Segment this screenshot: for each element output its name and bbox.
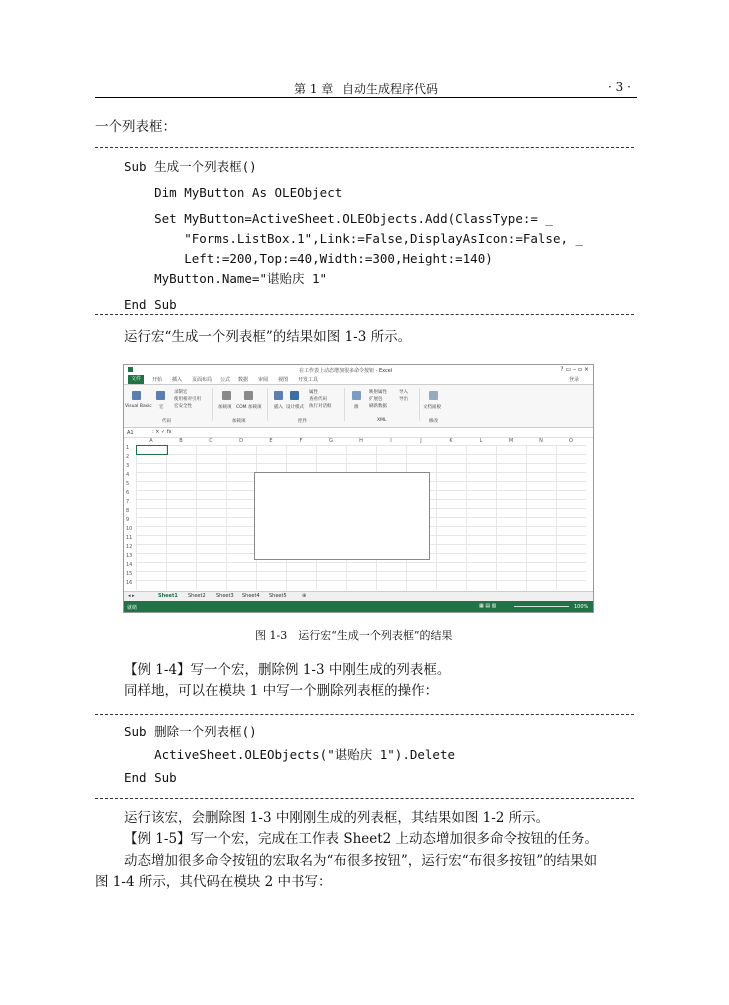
tab-view[interactable]: 视图 xyxy=(278,377,289,383)
ribbon-label[interactable]: 属性 xyxy=(309,390,318,395)
column-header[interactable]: D xyxy=(239,438,243,444)
gridline xyxy=(136,454,586,455)
addins-icon[interactable] xyxy=(222,391,231,400)
row-header[interactable]: 13 xyxy=(126,553,133,559)
ribbon-label[interactable]: 使用相对引用 xyxy=(174,397,201,402)
intro-text: 一个列表框： xyxy=(95,119,176,135)
ribbon-group-label: 加载项 xyxy=(232,419,246,424)
window-title: 在工作表上动态增加很多命令按钮 - Excel xyxy=(299,368,393,374)
column-header[interactable]: M xyxy=(508,438,514,444)
row-header[interactable]: 7 xyxy=(126,499,130,505)
selected-cell[interactable] xyxy=(136,445,168,455)
header-rule xyxy=(95,97,637,98)
ribbon-separator xyxy=(344,388,345,421)
listbox-control[interactable] xyxy=(254,472,430,560)
formula-bar xyxy=(124,428,593,438)
code-line: "Forms.ListBox.1",Link:=False,DisplayAsIcon:=False, _ xyxy=(124,231,584,246)
row-header[interactable]: 16 xyxy=(126,580,133,586)
column-header[interactable]: N xyxy=(539,438,543,444)
code-line: End Sub xyxy=(124,770,177,785)
row-header[interactable]: 1 xyxy=(126,445,130,451)
row-header[interactable]: 8 xyxy=(126,508,130,514)
com-addins-icon[interactable] xyxy=(244,391,253,400)
ribbon-label[interactable]: 查看代码 xyxy=(309,397,327,402)
column-header[interactable]: J xyxy=(420,438,422,444)
sheet-tabs xyxy=(124,591,593,601)
column-header[interactable]: O xyxy=(569,438,573,444)
example-tag: 【例 1-4】 xyxy=(124,662,191,678)
ribbon-label[interactable]: 映射属性 xyxy=(369,390,387,395)
row-header[interactable]: 9 xyxy=(126,517,130,523)
row-header[interactable]: 15 xyxy=(126,571,133,577)
code-divider-bottom xyxy=(95,798,634,799)
document-panel-icon[interactable] xyxy=(429,391,438,400)
row-header[interactable]: 6 xyxy=(126,490,130,496)
column-header[interactable]: F xyxy=(299,438,303,444)
row-header[interactable]: 11 xyxy=(126,535,133,541)
sheet-tab[interactable]: Sheet4 xyxy=(242,593,260,599)
column-header[interactable]: A xyxy=(149,438,153,444)
tab-page-layout[interactable]: 页面布局 xyxy=(192,377,213,383)
code-divider-bottom xyxy=(95,314,634,315)
ribbon-group-label: 修改 xyxy=(429,419,438,424)
fx-icon[interactable]: : × ✓ fx xyxy=(152,429,172,435)
gridline xyxy=(136,562,586,563)
page-number: · 3 · xyxy=(608,80,631,94)
column-header[interactable]: C xyxy=(209,438,213,444)
example-tag: 【例 1-5】 xyxy=(124,831,191,847)
ribbon-label[interactable]: 导入 xyxy=(399,390,408,395)
column-header[interactable]: G xyxy=(329,438,333,444)
status-text: 就绪 xyxy=(127,605,138,611)
add-sheet-icon[interactable]: ⊕ xyxy=(302,593,307,599)
code-line: Dim MyButton As OLEObject xyxy=(124,185,343,200)
worksheet-grid[interactable] xyxy=(124,438,593,590)
paragraph: 图 1-4 所示，其代码在模块 2 中书写： xyxy=(95,874,332,890)
tab-review[interactable]: 审阅 xyxy=(258,377,269,383)
ribbon-group-label: 代码 xyxy=(162,419,171,424)
gridline xyxy=(136,571,586,572)
ribbon-label: 设计模式 xyxy=(286,405,304,410)
column-header[interactable]: E xyxy=(269,438,273,444)
gridline xyxy=(136,445,586,446)
paragraph: 同样地，可以在模块 1 中写一个删除列表框的操作： xyxy=(124,683,439,699)
tab-insert[interactable]: 插入 xyxy=(172,377,183,383)
code-block-2 xyxy=(124,722,455,788)
ribbon-separator xyxy=(212,388,213,421)
sheet-tab[interactable]: Sheet3 xyxy=(216,593,234,599)
zoom-slider[interactable] xyxy=(514,606,569,607)
ribbon-label[interactable]: 扩展包 xyxy=(369,397,383,402)
row-header[interactable]: 14 xyxy=(126,562,133,568)
tab-formulas[interactable]: 公式 xyxy=(220,377,231,383)
code-divider-top xyxy=(95,147,634,148)
excel-title-bar xyxy=(124,365,593,375)
ribbon-label: Visual Basic xyxy=(125,404,152,409)
column-header[interactable]: B xyxy=(179,438,183,444)
column-header[interactable]: K xyxy=(449,438,453,444)
ribbon-label[interactable]: 执行对话框 xyxy=(309,404,332,409)
ribbon-label[interactable]: 录制宏 xyxy=(174,390,188,395)
figure-caption: 图 1-3 运行宏“生成一个列表框”的结果 xyxy=(255,629,453,642)
ribbon xyxy=(124,385,593,428)
source-icon[interactable] xyxy=(352,391,361,400)
code-line: Sub 删除一个列表框() xyxy=(124,724,257,739)
ribbon-separator xyxy=(267,388,268,421)
code-line: End Sub xyxy=(124,297,177,312)
chapter-number: 第 1 章 xyxy=(294,82,334,96)
column-header[interactable]: H xyxy=(359,438,363,444)
excel-screenshot xyxy=(123,364,594,613)
tab-developer[interactable]: 开发工具 xyxy=(298,377,319,383)
status-bar xyxy=(124,601,593,612)
example-text: 写一个宏，完成在工作表 Sheet2 上动态增加很多命令按钮的任务。 xyxy=(190,831,599,847)
code-divider-top xyxy=(95,714,634,715)
macro-icon[interactable] xyxy=(156,391,165,400)
tab-data[interactable]: 数据 xyxy=(238,377,249,383)
zoom-level: 100% xyxy=(574,604,589,610)
row-header[interactable]: 5 xyxy=(126,481,130,487)
login-link[interactable]: 登录 xyxy=(569,377,580,383)
row-header[interactable]: 10 xyxy=(126,526,133,532)
paragraph: 运行该宏，会删除图 1-3 中刚刚生成的列表框，其结果如图 1-2 所示。 xyxy=(124,810,550,826)
ribbon-label: COM 加载项 xyxy=(236,405,262,410)
chapter-title: 自动生成程序代码 xyxy=(342,82,439,96)
row-header[interactable]: 4 xyxy=(126,472,130,478)
window-controls-icon[interactable]: ? ▭ – ▫ × xyxy=(560,366,589,373)
paragraph: 运行宏“生成一个列表框”的结果如图 1-3 所示。 xyxy=(124,329,412,345)
ribbon-tabs xyxy=(124,375,593,385)
column-header[interactable]: I xyxy=(390,438,392,444)
ribbon-label: 插入 xyxy=(274,405,283,410)
code-line: Left:=200,Top:=40,Width:=300,Height:=140) xyxy=(124,251,493,266)
tab-home[interactable]: 开始 xyxy=(152,377,163,383)
sheet-tab[interactable]: Sheet2 xyxy=(188,593,206,599)
excel-logo-icon xyxy=(128,367,133,372)
visual-basic-icon[interactable] xyxy=(132,391,141,400)
ribbon-label: 加载项 xyxy=(218,405,232,410)
ribbon-label[interactable]: 导出 xyxy=(399,397,408,402)
example-text: 写一个宏，删除例 1-3 中刚生成的列表框。 xyxy=(190,662,451,678)
paragraph: 动态增加很多命令按钮的宏取名为“布很多按钮”，运行宏“布很多按钮”的结果如 xyxy=(124,853,598,869)
code-line: MyButton.Name="谌贻庆 1" xyxy=(124,271,328,286)
column-header[interactable]: L xyxy=(479,438,483,444)
name-box[interactable]: A1 xyxy=(127,430,134,436)
design-mode-icon[interactable] xyxy=(290,391,299,400)
row-header[interactable]: 2 xyxy=(126,454,130,460)
ribbon-label[interactable]: 宏安全性 xyxy=(174,404,192,409)
sheet-nav-icon[interactable]: ◂ ▸ xyxy=(128,593,135,599)
ribbon-label: 宏 xyxy=(159,405,164,410)
insert-control-icon[interactable] xyxy=(274,391,283,400)
code-block-1 xyxy=(124,157,583,315)
code-line: ActiveSheet.OLEObjects("谌贻庆 1").Delete xyxy=(124,747,455,762)
tab-file[interactable]: 文件 xyxy=(128,375,144,384)
example-1-4 xyxy=(124,660,450,680)
example-1-5 xyxy=(124,829,598,849)
sheet-tab[interactable]: Sheet1 xyxy=(158,593,178,599)
ribbon-label[interactable]: 刷新数据 xyxy=(369,404,387,409)
gridline xyxy=(136,463,586,464)
ribbon-label: 文档面板 xyxy=(423,405,441,410)
ribbon-group-label: 控件 xyxy=(298,419,307,424)
sheet-tab[interactable]: Sheet5 xyxy=(269,593,287,599)
ribbon-label: 源 xyxy=(354,405,359,410)
code-line: Set MyButton=ActiveSheet.OLEObjects.Add(ClassType:= _ xyxy=(124,211,553,226)
ribbon-group-label: XML xyxy=(377,418,387,423)
ribbon-separator xyxy=(419,388,420,421)
row-header[interactable]: 3 xyxy=(126,463,130,469)
row-header[interactable]: 12 xyxy=(126,544,133,550)
view-icons[interactable]: ▦ ▤ ▥ xyxy=(479,603,497,609)
gridline xyxy=(136,580,586,581)
code-line: Sub 生成一个列表框() xyxy=(124,159,257,174)
